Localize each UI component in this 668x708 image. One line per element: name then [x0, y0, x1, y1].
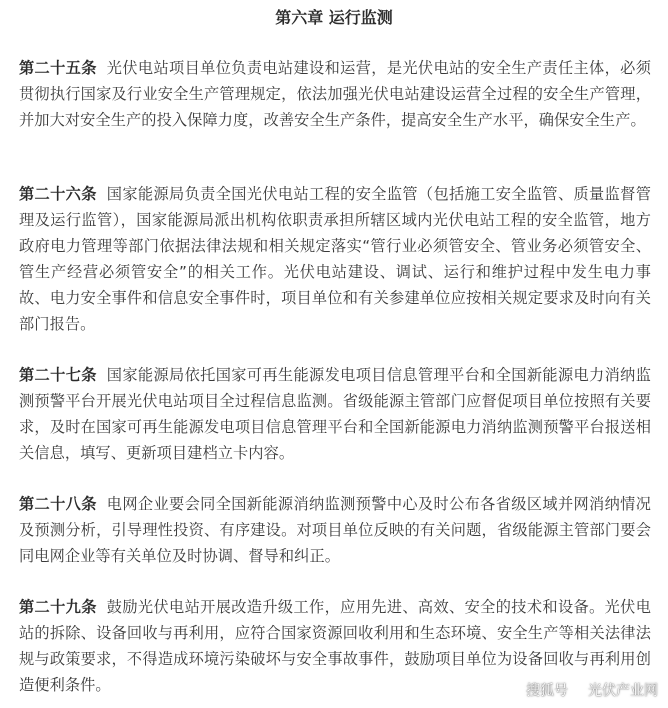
article-text: 鼓励光伏电站开展改造升级工作，应用先进、高效、安全的技术和设备。光伏电站的拆除、设备回收与再利用，应符合国家资源回收利用和生态环境、安全生产等相关法律法规与政策要求，不得造成环境污染破坏与安全事故事件，鼓励项目单位为设备回收与再利用创造便利条件。	[19, 598, 652, 694]
at-icon	[570, 682, 586, 698]
article-text: 国家能源局负责全国光伏电站工程的安全监管（包括施工安全监管、质量监督管理及运行监管），国家能源局派出机构依职责承担所辖区域内光伏电站工程的安全监管，地方政府电力管理等部门依据法律法规和相关规定落实“管行业必须管安全、管业务必须管安全、管生产经营必须管安全”的相关工作。光伏电站建设、调试、运行和维护过程中发生电力事故、电力安全事件和信息安全事件时，项目单位和有关参建单位应按相关规定要求及时向有关部门报告。	[19, 185, 652, 333]
article-27	[19, 362, 651, 466]
watermark-account: 光伏产业网	[588, 683, 658, 699]
watermark	[526, 680, 658, 700]
article-28	[19, 491, 651, 569]
article-number: 第二十八条	[19, 495, 97, 513]
article-25	[19, 55, 651, 133]
article-text: 电网企业要会同全国新能源消纳监测预警中心及时公布各省级区域并网消纳情况及预测分析，引导理性投资、有序建设。对项目单位反映的有关问题，省级能源主管部门要会同电网企业等有关单位及时协调、督导和纠正。	[19, 495, 652, 565]
article-26	[19, 181, 651, 337]
article-text: 国家能源局依托国家可再生能源发电项目信息管理平台和全国新能源电力消纳监测预警平台开展光伏电站项目全过程信息监测。省级能源主管部门应督促项目单位按照有关要求，及时在国家可再生能源发电项目信息管理平台和全国新能源电力消纳监测预警平台报送相关信息，填写、更新项目建档立卡内容。	[19, 366, 652, 462]
article-number: 第二十九条	[19, 598, 97, 616]
watermark-source: 搜狐号	[526, 683, 568, 699]
article-text: 光伏电站项目单位负责电站建设和运营，是光伏电站的安全生产责任主体，必须贯彻执行国家及行业安全生产管理规定，依法加强光伏电站建设运营全过程的安全生产管理，并加大对安全生产的投入保障力度，改善安全生产条件，提高安全生产水平，确保安全生产。	[19, 59, 652, 129]
chapter-title: 第六章 运行监测	[275, 8, 393, 27]
article-number: 第二十五条	[19, 59, 97, 77]
article-number: 第二十六条	[19, 185, 97, 203]
article-number: 第二十七条	[19, 366, 97, 384]
